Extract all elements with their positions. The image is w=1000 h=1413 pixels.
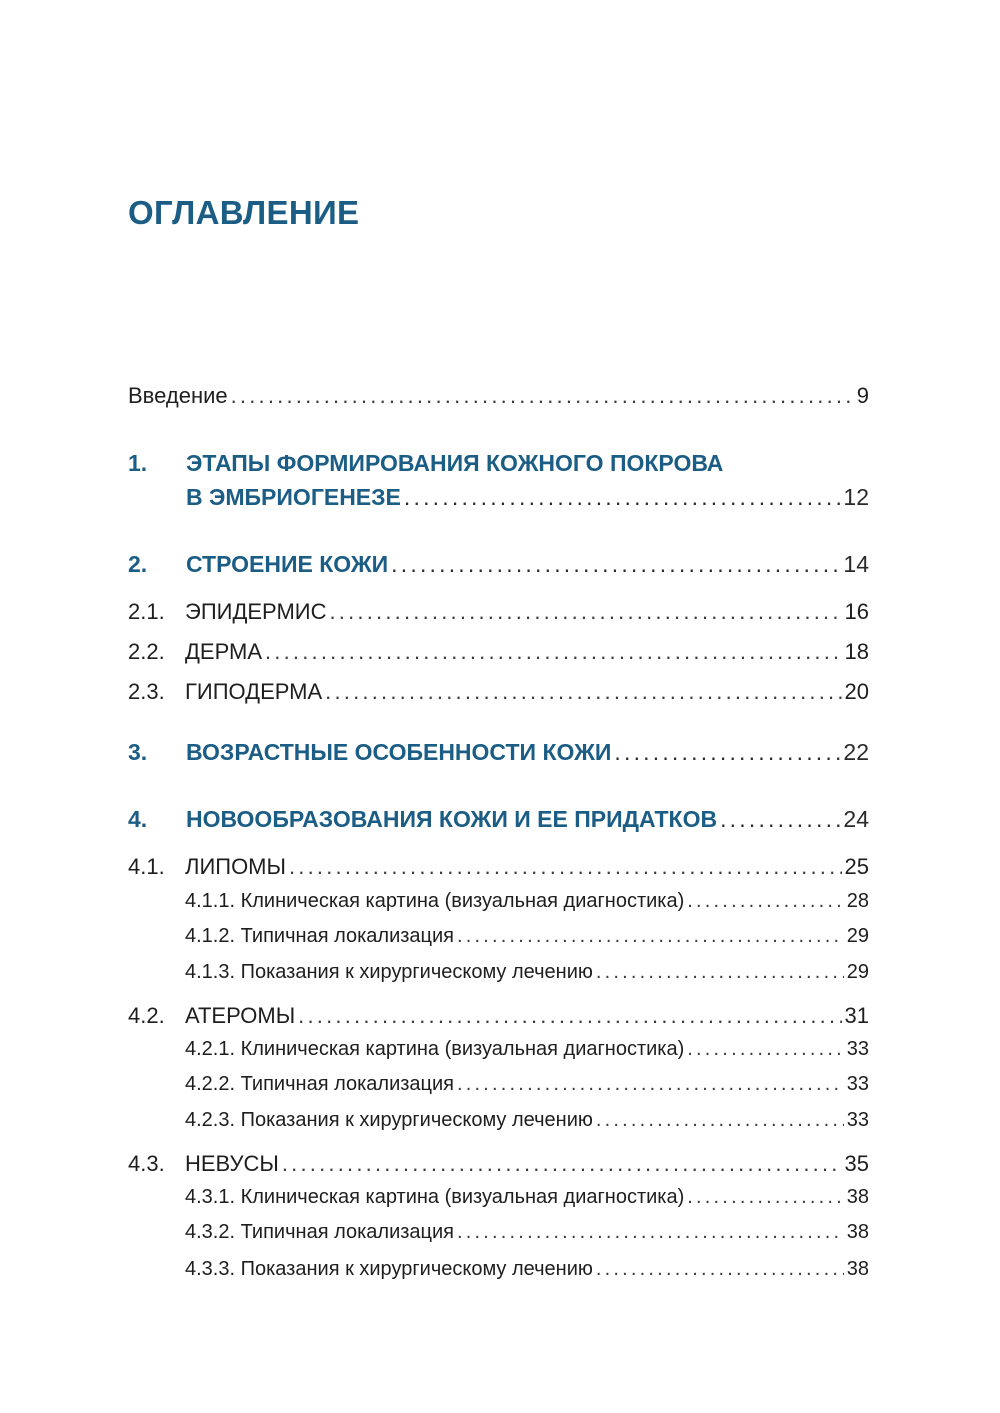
toc-chapter-4[interactable] [128, 806, 869, 832]
toc-entry-number: 3. [128, 739, 148, 765]
toc-entry-page: 9 [856, 383, 869, 408]
toc-entry-page: 12 [843, 484, 869, 510]
toc-section-2-1[interactable] [128, 599, 869, 625]
toc-entry-number: 2.2. [128, 639, 165, 664]
toc-entry-page: 38 [846, 1186, 869, 1208]
toc-entry-title: СТРОЕНИЕ КОЖИ [186, 551, 389, 577]
page-title: ОГЛАВЛЕНИЕ [128, 194, 360, 231]
toc-entry-title: 4.3.1. Клиническая картина (визуальная диагностика) [185, 1186, 685, 1208]
toc-entry-page: 33 [846, 1109, 869, 1131]
dot-leader [282, 1151, 842, 1177]
toc-entry-page: 33 [846, 1038, 869, 1060]
dot-leader [687, 888, 843, 914]
toc-entry-title: АТЕРОМЫ [185, 1003, 296, 1028]
dot-leader [596, 959, 844, 985]
toc-subsection-4-1-1[interactable] [185, 888, 869, 914]
toc-entry-title: 4.3.3. Показания к хирургическому лечению [185, 1258, 593, 1280]
toc-subsection-4-3-1[interactable] [185, 1184, 869, 1210]
toc-entry-page: 20 [844, 679, 869, 704]
dot-leader [687, 1036, 843, 1062]
toc-chapter-2[interactable] [128, 551, 869, 577]
dot-leader [687, 1184, 843, 1210]
toc-entry-title: ДЕРМА [185, 639, 262, 664]
dot-leader [265, 639, 842, 665]
toc-entry-page: 16 [844, 599, 869, 624]
toc-chapter-1[interactable] [186, 484, 869, 510]
toc-entry-number: 2.3. [128, 679, 165, 704]
toc-entry-title: ЛИПОМЫ [185, 854, 286, 879]
toc-chapter-1-line1[interactable] [128, 450, 724, 476]
toc-entry-page: 18 [844, 639, 869, 664]
dot-leader [457, 1219, 844, 1245]
toc-entry-page: 38 [846, 1258, 869, 1280]
toc-entry-page: 28 [846, 890, 869, 912]
toc-entry-title: НОВООБРАЗОВАНИЯ КОЖИ И ЕЕ ПРИДАТКОВ [186, 806, 718, 832]
dot-leader [231, 383, 854, 409]
toc-entry-number: 4.3. [128, 1151, 165, 1176]
dot-leader [325, 679, 841, 705]
toc-section-2-2[interactable] [128, 639, 869, 665]
toc-entry-title: 4.3.2. Типичная локализация [185, 1221, 455, 1243]
toc-subsection-4-1-3[interactable] [185, 959, 869, 985]
toc-section-2-3[interactable] [128, 679, 869, 705]
toc-subsection-4-1-2[interactable] [185, 923, 869, 949]
toc-subsection-4-2-3[interactable] [185, 1107, 869, 1133]
toc-entry-page: 35 [844, 1151, 869, 1176]
toc-entry-number: 2. [128, 551, 148, 577]
toc-entry-title: 4.1.3. Показания к хирургическому лечению [185, 961, 593, 983]
toc-entry-number: 4.2. [128, 1003, 165, 1028]
toc-section-4-2[interactable] [128, 1003, 869, 1029]
toc-subsection-4-2-2[interactable] [185, 1071, 869, 1097]
toc-subsection-4-2-1[interactable] [185, 1036, 869, 1062]
dot-leader [329, 599, 841, 625]
toc-entry-title: Введение [128, 383, 228, 408]
toc-entry-title-line1: ЭТАПЫ ФОРМИРОВАНИЯ КОЖНОГО ПОКРОВА [186, 450, 724, 476]
toc-entry-title: ВОЗРАСТНЫЕ ОСОБЕННОСТИ КОЖИ [186, 739, 612, 765]
toc-entry-page: 22 [843, 739, 869, 765]
toc-entry-introduction[interactable] [128, 383, 869, 409]
toc-entry-page: 29 [846, 961, 869, 983]
toc-entry-title: 4.2.3. Показания к хирургическому лечению [185, 1109, 593, 1131]
dot-leader [596, 1107, 844, 1133]
toc-entry-title: ЭПИДЕРМИС [185, 599, 327, 624]
toc-chapter-3[interactable] [128, 739, 869, 765]
toc-entry-title: 4.2.1. Клиническая картина (визуальная диагностика) [185, 1038, 685, 1060]
dot-leader [391, 551, 840, 577]
toc-entry-page: 38 [846, 1221, 869, 1243]
toc-subsection-4-3-2[interactable] [185, 1219, 869, 1245]
toc-entry-number: 2.1. [128, 599, 165, 624]
toc-entry-number: 4. [128, 806, 148, 832]
toc-entry-title: 4.1.2. Типичная локализация [185, 925, 455, 947]
toc-entry-page: 14 [843, 551, 869, 577]
dot-leader [614, 739, 840, 765]
toc-section-4-3[interactable] [128, 1151, 869, 1177]
dot-leader [404, 484, 841, 510]
toc-entry-number: 1. [128, 450, 148, 476]
toc-entry-title: В ЭМБРИОГЕНЕЗЕ [186, 484, 401, 510]
dot-leader [457, 1071, 844, 1097]
dot-leader [289, 854, 842, 880]
dot-leader [457, 923, 844, 949]
toc-entry-page: 29 [846, 925, 869, 947]
toc-entry-number: 4.1. [128, 854, 165, 879]
toc-entry-title: ГИПОДЕРМА [185, 679, 323, 704]
dot-leader [298, 1003, 841, 1029]
toc-entry-title: 4.1.1. Клиническая картина (визуальная диагностика) [185, 890, 685, 912]
toc-entry-page: 24 [843, 806, 869, 832]
dot-leader [720, 806, 840, 832]
toc-entry-page: 33 [846, 1073, 869, 1095]
dot-leader [596, 1256, 844, 1282]
toc-entry-title: НЕВУСЫ [185, 1151, 279, 1176]
toc-entry-page: 31 [844, 1003, 869, 1028]
toc-subsection-4-3-3[interactable] [185, 1256, 869, 1282]
toc-entry-title: 4.2.2. Типичная локализация [185, 1073, 455, 1095]
toc-section-4-1[interactable] [128, 854, 869, 880]
toc-entry-page: 25 [844, 854, 869, 879]
